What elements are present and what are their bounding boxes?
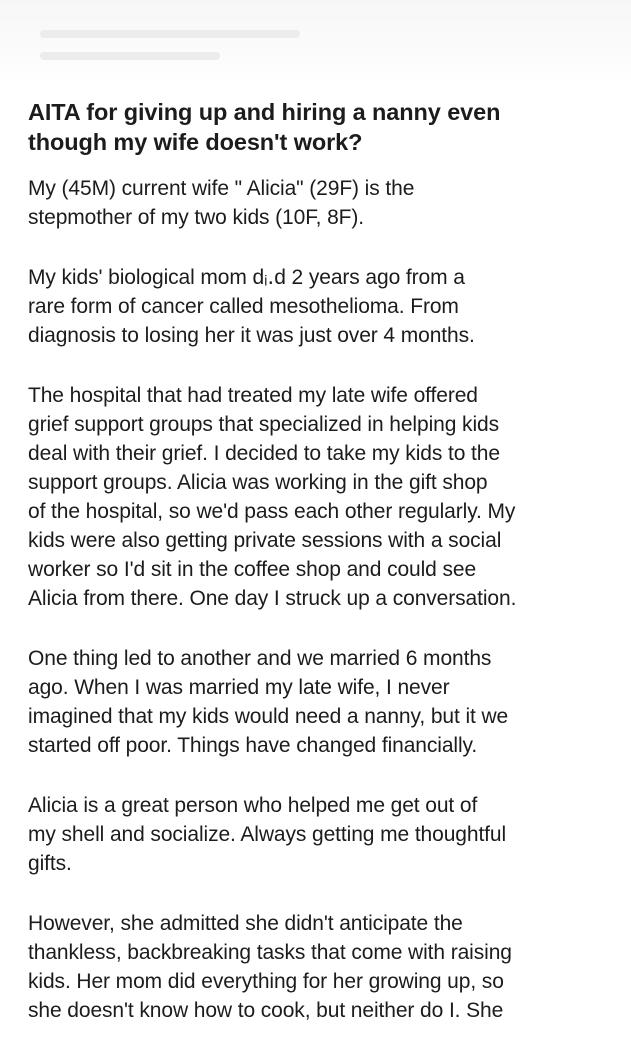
paragraph-line: my shell and socialize. Always getting me thoughtful [28, 823, 507, 846]
paragraph-line: kids were also getting private sessions with a social [28, 529, 502, 552]
paragraph-line: of the hospital, so we'd pass each other regularly. My [28, 500, 516, 523]
post-body [28, 174, 608, 1022]
faded-header-line [40, 52, 220, 60]
faded-header-area [0, 0, 631, 85]
post-paragraph [28, 644, 608, 760]
post-paragraph [28, 381, 608, 613]
post-paragraph [28, 174, 608, 232]
paragraph-line: gifts. [28, 852, 72, 875]
paragraph-line: ago. When I was married my late wife, I never [28, 676, 450, 699]
paragraph-line: My kids' biological mom dᵢ․d 2 years ago from a [28, 266, 465, 289]
paragraph-line: However, she admitted she didn't anticipate the [28, 912, 463, 935]
post-title [28, 97, 608, 157]
post-paragraph [28, 791, 608, 878]
paragraph-line: stepmother of my two kids (10F, 8F). [28, 206, 365, 229]
paragraph-line: started off poor. Things have changed financially. [28, 734, 478, 757]
paragraph-line: My (45M) current wife " Alicia" (29F) is the [28, 177, 415, 200]
paragraph-line: thankless, backbreaking tasks that come with raising [28, 941, 512, 964]
paragraph-line: imagined that my kids would need a nanny, but it we [28, 705, 509, 728]
paragraph-line: deal with their grief. I decided to take my kids to the [28, 442, 500, 465]
paragraph-line-cut-off: she doesn't know how to cook, but neither do I. She [28, 999, 504, 1022]
paragraph-line: worker so I'd sit in the coffee shop and could see [28, 558, 477, 581]
paragraph-line: One thing led to another and we married 6 months [28, 647, 492, 670]
post-title-line: though my wife doesn't work? [28, 129, 363, 155]
paragraph-line: kids. Her mom did everything for her growing up, so [28, 970, 504, 993]
post [28, 97, 608, 1040]
post-paragraph [28, 909, 608, 1022]
paragraph-line: Alicia from there. One day I struck up a conversation. [28, 587, 517, 610]
post-title-line: AITA for giving up and hiring a nanny even [28, 99, 501, 125]
paragraph-line: diagnosis to losing her it was just over 4 months. [28, 324, 475, 347]
paragraph-line: rare form of cancer called mesothelioma. From [28, 295, 459, 318]
paragraph-line: Alicia is a great person who helped me get out of [28, 794, 478, 817]
paragraph-line: grief support groups that specialized in helping kids [28, 413, 499, 436]
faded-header-line [40, 30, 300, 38]
paragraph-line: support groups. Alicia was working in the gift shop [28, 471, 488, 494]
paragraph-line: The hospital that had treated my late wife offered [28, 384, 478, 407]
post-paragraph [28, 263, 608, 350]
